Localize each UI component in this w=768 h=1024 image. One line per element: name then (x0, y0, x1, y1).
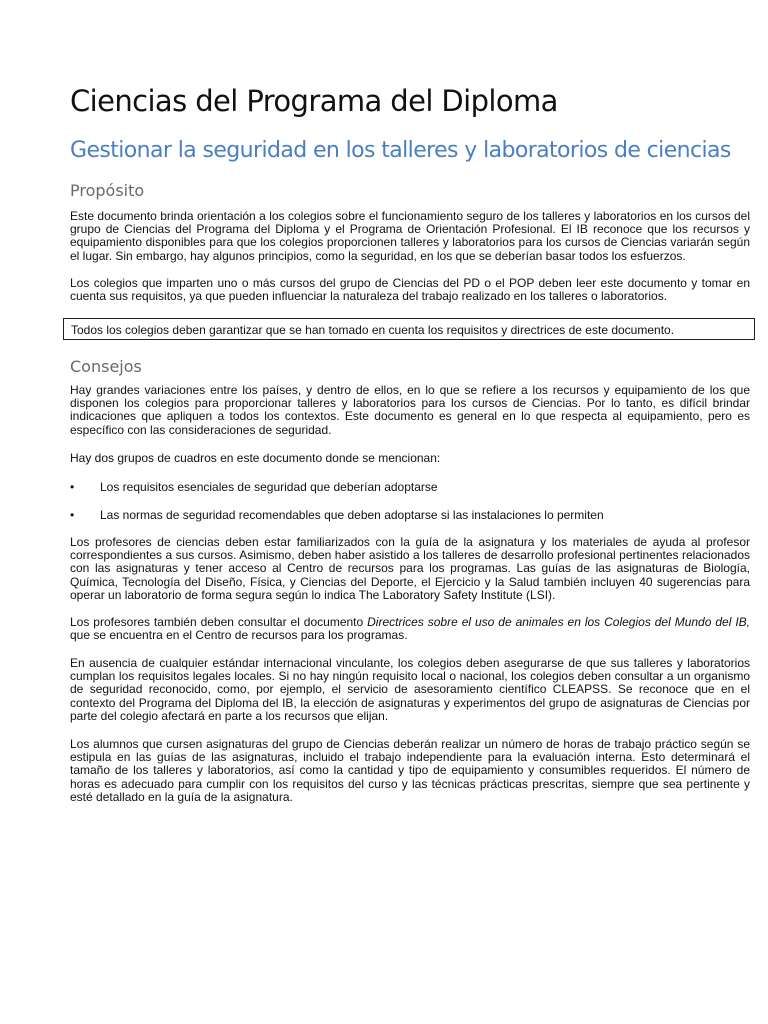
bullet-icon: • (70, 508, 75, 522)
consejos-paragraph-5: En ausencia de cualquier estándar internacional vinculante, los colegios deben asegurarse de que sus talleres y laboratorios cumplan los requisitos legales locales. Si no hay ningún requisito local o nacional, los colegios deben consultar a un organismo de seguridad reconocido, como, por ejemplo, el servicio de asesoramiento científico CLEAPSS. Se reconoce que en el contexto del Programa del Diploma del IB, la elección de asignaturas y experimentos del grupo de asignaturas de Ciencias por parte del colegio afectará en parte a los recursos que elijan. (70, 656, 750, 723)
bullet-icon: • (70, 480, 75, 494)
requirement-callout-box: Todos los colegios deben garantizar que se han tomado en cuenta los requisitos y directrices de este documento. (63, 318, 755, 340)
document-reference-title: Directrices sobre el uso de animales en los Colegios del Mundo del IB, (367, 615, 750, 629)
document-title: Ciencias del Programa del Diploma (70, 84, 558, 118)
proposito-paragraph-2: Los colegios que imparten uno o más cursos del grupo de Ciencias del PD o el POP deben leer este documento y tomar en cuenta sus requisitos, ya que pueden influenciar la naturaleza del trabajo realizado en los talleres o laboratorios. (70, 276, 750, 304)
consejos-paragraph-1: Hay grandes variaciones entre los países, y dentro de ellos, en lo que se refiere a los recursos y equipamiento de los que disponen los colegios para proporcionar talleres y laboratorios para los cursos de Ciencias. Por lo tanto, es difícil brindar indicaciones que apliquen a todos los contextos. Este documento es general en lo que respecta al equipamiento, pero es específico con las consideraciones de seguridad. (70, 383, 750, 437)
list-item-text: Los requisitos esenciales de seguridad que deberían adoptarse (100, 480, 438, 494)
section-heading-consejos: Consejos (70, 357, 142, 376)
consejos-paragraph-4 (70, 616, 750, 642)
section-heading-proposito: Propósito (70, 181, 145, 200)
consejos-paragraph-3: Los profesores de ciencias deben estar familiarizados con la guía de la asignatura y los materiales de ayuda al profesor correspondientes a sus cursos. Asimismo, deben haber asistido a los talleres de desarrollo profesional pertinentes relacionados con las asignaturas y tener acceso al Centro de recursos para los programas. Las guías de las asignaturas de Biología, Química, Tecnología del Diseño, Física, y Ciencias del Deporte, el Ejercicio y la Salud también incluyen 40 sugerencias para operar un laboratorio de forma segura según lo indica The Laboratory Safety Institute (LSI). (70, 535, 750, 602)
list-item-text: Las normas de seguridad recomendables que deben adoptarse si las instalaciones lo permiten (100, 508, 604, 522)
paragraph-4-text-end: que se encuentra en el Centro de recursos para los programas. (70, 628, 408, 643)
consejos-paragraph-2: Hay dos grupos de cuadros en este documento donde se mencionan: (70, 451, 441, 465)
consejos-paragraph-6: Los alumnos que cursen asignaturas del grupo de Ciencias deberán realizar un número de horas de trabajo práctico según se estipula en las guías de las asignaturas, incluido el trabajo independiente para la evaluación interna. Esto determinará el tamaño de los talleres y laboratorios, así como la cantidad y tipo de equipamiento y consumibles requeridos. El número de horas es adecuado para cumplir con los requisitos del curso y las técnicas prácticas prescritas, siempre que sea pertinente y esté detallado en la guía de la asignatura. (70, 737, 750, 804)
list-item (70, 480, 438, 494)
list-item (70, 508, 604, 522)
proposito-paragraph-1: Este documento brinda orientación a los colegios sobre el funcionamiento seguro de los talleres y laboratorios en los cursos del grupo de Ciencias del Programa del Diploma y el Programa de Orientación Profesional. El IB reconoce que los recursos y equipamiento disponibles para que los colegios proporcionen talleres y laboratorios para los cursos de Ciencias variarán según el lugar. Sin embargo, hay algunos principios, como la seguridad, en los que se deberían basar todos los esfuerzos. (70, 209, 750, 263)
paragraph-4-text-start: Los profesores también deben consultar el documento (70, 615, 368, 629)
document-subtitle: Gestionar la seguridad en los talleres y laboratorios de ciencias (70, 138, 731, 163)
